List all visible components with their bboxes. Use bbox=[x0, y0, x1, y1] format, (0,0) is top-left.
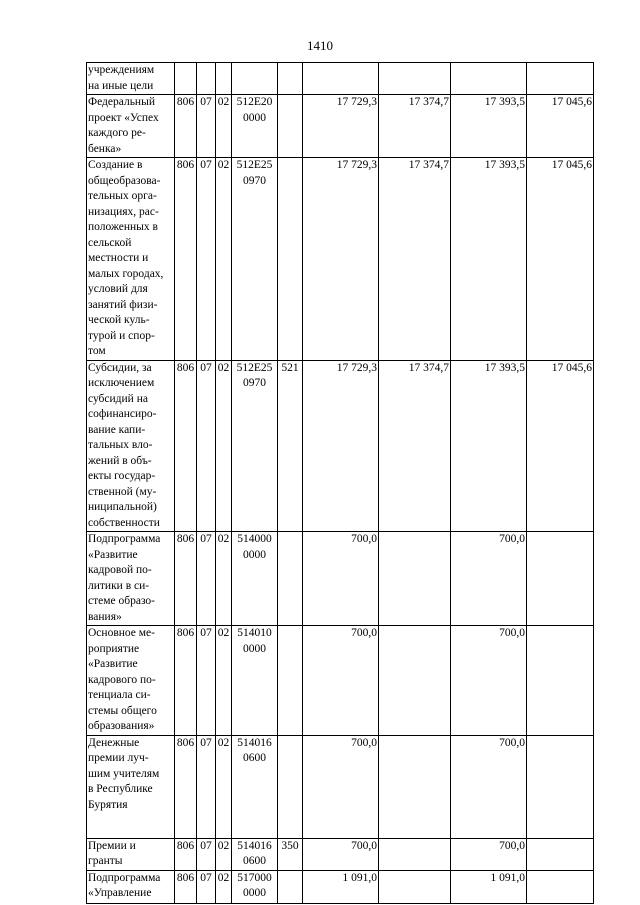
subsection-code: 02 bbox=[216, 158, 232, 361]
article-code: 514016 0600 bbox=[232, 735, 278, 838]
section-code: 07 bbox=[197, 735, 216, 838]
subsection-code: 02 bbox=[216, 95, 232, 158]
section-code: 07 bbox=[197, 360, 216, 532]
expense-code bbox=[278, 870, 303, 903]
table-body bbox=[87, 63, 594, 904]
value-col-4 bbox=[527, 63, 594, 95]
value-col-4: 17 045,6 bbox=[527, 95, 594, 158]
section-code: 07 bbox=[197, 626, 216, 736]
row-name: Федеральный проект «Успех каждого ре- бенка» bbox=[87, 95, 175, 158]
admin-code: 806 bbox=[175, 158, 197, 361]
subsection-code: 02 bbox=[216, 870, 232, 903]
admin-code: 806 bbox=[175, 95, 197, 158]
table-row bbox=[87, 838, 594, 870]
table-row bbox=[87, 95, 594, 158]
expense-code bbox=[278, 735, 303, 838]
row-name: Денежные премии луч- шим учителям в Республике Бурятия bbox=[87, 735, 175, 838]
admin-code: 806 bbox=[175, 360, 197, 532]
article-code: 512E20 0000 bbox=[232, 95, 278, 158]
article-code: 514010 0000 bbox=[232, 626, 278, 736]
expense-code: 521 bbox=[278, 360, 303, 532]
expense-code: 350 bbox=[278, 838, 303, 870]
admin-code: 806 bbox=[175, 735, 197, 838]
subsection-code: 02 bbox=[216, 838, 232, 870]
expense-code bbox=[278, 532, 303, 626]
value-col-4: 17 045,6 bbox=[527, 158, 594, 361]
row-name: Создание в общеобразова- тельных орга- низациях, рас- положенных в сельской местности и малых городах, условий для занятий физи- ческой куль- турой и спор- том bbox=[87, 158, 175, 361]
value-col-1: 17 729,3 bbox=[303, 360, 379, 532]
value-col-3: 17 393,5 bbox=[451, 95, 527, 158]
value-col-4 bbox=[527, 838, 594, 870]
section-code: 07 bbox=[197, 158, 216, 361]
value-col-4 bbox=[527, 626, 594, 736]
expense-code bbox=[278, 63, 303, 95]
value-col-2 bbox=[379, 63, 451, 95]
value-col-1 bbox=[303, 63, 379, 95]
expense-code bbox=[278, 158, 303, 361]
section-code: 07 bbox=[197, 838, 216, 870]
value-col-3: 17 393,5 bbox=[451, 158, 527, 361]
value-col-1: 700,0 bbox=[303, 626, 379, 736]
value-col-1: 1 091,0 bbox=[303, 870, 379, 903]
value-col-4 bbox=[527, 532, 594, 626]
value-col-2 bbox=[379, 626, 451, 736]
value-col-3 bbox=[451, 63, 527, 95]
table-row bbox=[87, 158, 594, 361]
budget-table bbox=[86, 62, 594, 904]
subsection-code bbox=[216, 63, 232, 95]
subsection-code: 02 bbox=[216, 626, 232, 736]
table-row bbox=[87, 626, 594, 736]
value-col-3: 700,0 bbox=[451, 735, 527, 838]
table-row bbox=[87, 735, 594, 838]
value-col-1: 700,0 bbox=[303, 532, 379, 626]
table-row bbox=[87, 360, 594, 532]
subsection-code: 02 bbox=[216, 360, 232, 532]
admin-code: 806 bbox=[175, 532, 197, 626]
article-code: 514000 0000 bbox=[232, 532, 278, 626]
value-col-4: 17 045,6 bbox=[527, 360, 594, 532]
page-number: 1410 bbox=[307, 38, 333, 53]
table-row bbox=[87, 870, 594, 903]
article-code bbox=[232, 63, 278, 95]
value-col-3: 1 091,0 bbox=[451, 870, 527, 903]
subsection-code: 02 bbox=[216, 532, 232, 626]
row-name: Подпрограмма «Развитие кадровой по- литики в си- стеме образо- вания» bbox=[87, 532, 175, 626]
section-code bbox=[197, 63, 216, 95]
table-row bbox=[87, 532, 594, 626]
value-col-4 bbox=[527, 870, 594, 903]
admin-code: 806 bbox=[175, 626, 197, 736]
value-col-1: 17 729,3 bbox=[303, 95, 379, 158]
admin-code bbox=[175, 63, 197, 95]
value-col-3: 700,0 bbox=[451, 838, 527, 870]
value-col-2 bbox=[379, 870, 451, 903]
value-col-2 bbox=[379, 532, 451, 626]
value-col-2: 17 374,7 bbox=[379, 95, 451, 158]
expense-code bbox=[278, 626, 303, 736]
value-col-3: 700,0 bbox=[451, 626, 527, 736]
value-col-1: 700,0 bbox=[303, 838, 379, 870]
row-name: Субсидии, за исключением субсидий на софинансиро- вание капи- тальных вло- жений в объ- екты государ- ственной (му- ниципальной) собственности bbox=[87, 360, 175, 532]
article-code: 517000 0000 bbox=[232, 870, 278, 903]
value-col-4 bbox=[527, 735, 594, 838]
section-code: 07 bbox=[197, 870, 216, 903]
admin-code: 806 bbox=[175, 838, 197, 870]
admin-code: 806 bbox=[175, 870, 197, 903]
value-col-2 bbox=[379, 735, 451, 838]
expense-code bbox=[278, 95, 303, 158]
value-col-3: 700,0 bbox=[451, 532, 527, 626]
row-name: учреждениям на иные цели bbox=[87, 63, 175, 95]
value-col-2: 17 374,7 bbox=[379, 360, 451, 532]
value-col-2: 17 374,7 bbox=[379, 158, 451, 361]
table-row bbox=[87, 63, 594, 95]
article-code: 512E25 0970 bbox=[232, 360, 278, 532]
row-name: Премии и гранты bbox=[87, 838, 175, 870]
value-col-1: 17 729,3 bbox=[303, 158, 379, 361]
article-code: 512E25 0970 bbox=[232, 158, 278, 361]
value-col-3: 17 393,5 bbox=[451, 360, 527, 532]
section-code: 07 bbox=[197, 532, 216, 626]
row-name: Основное ме- роприятие «Развитие кадрового по- тенциала си- стемы общего образования» bbox=[87, 626, 175, 736]
value-col-1: 700,0 bbox=[303, 735, 379, 838]
row-name: Подпрограмма «Управление bbox=[87, 870, 175, 903]
section-code: 07 bbox=[197, 95, 216, 158]
article-code: 514016 0600 bbox=[232, 838, 278, 870]
subsection-code: 02 bbox=[216, 735, 232, 838]
value-col-2 bbox=[379, 838, 451, 870]
